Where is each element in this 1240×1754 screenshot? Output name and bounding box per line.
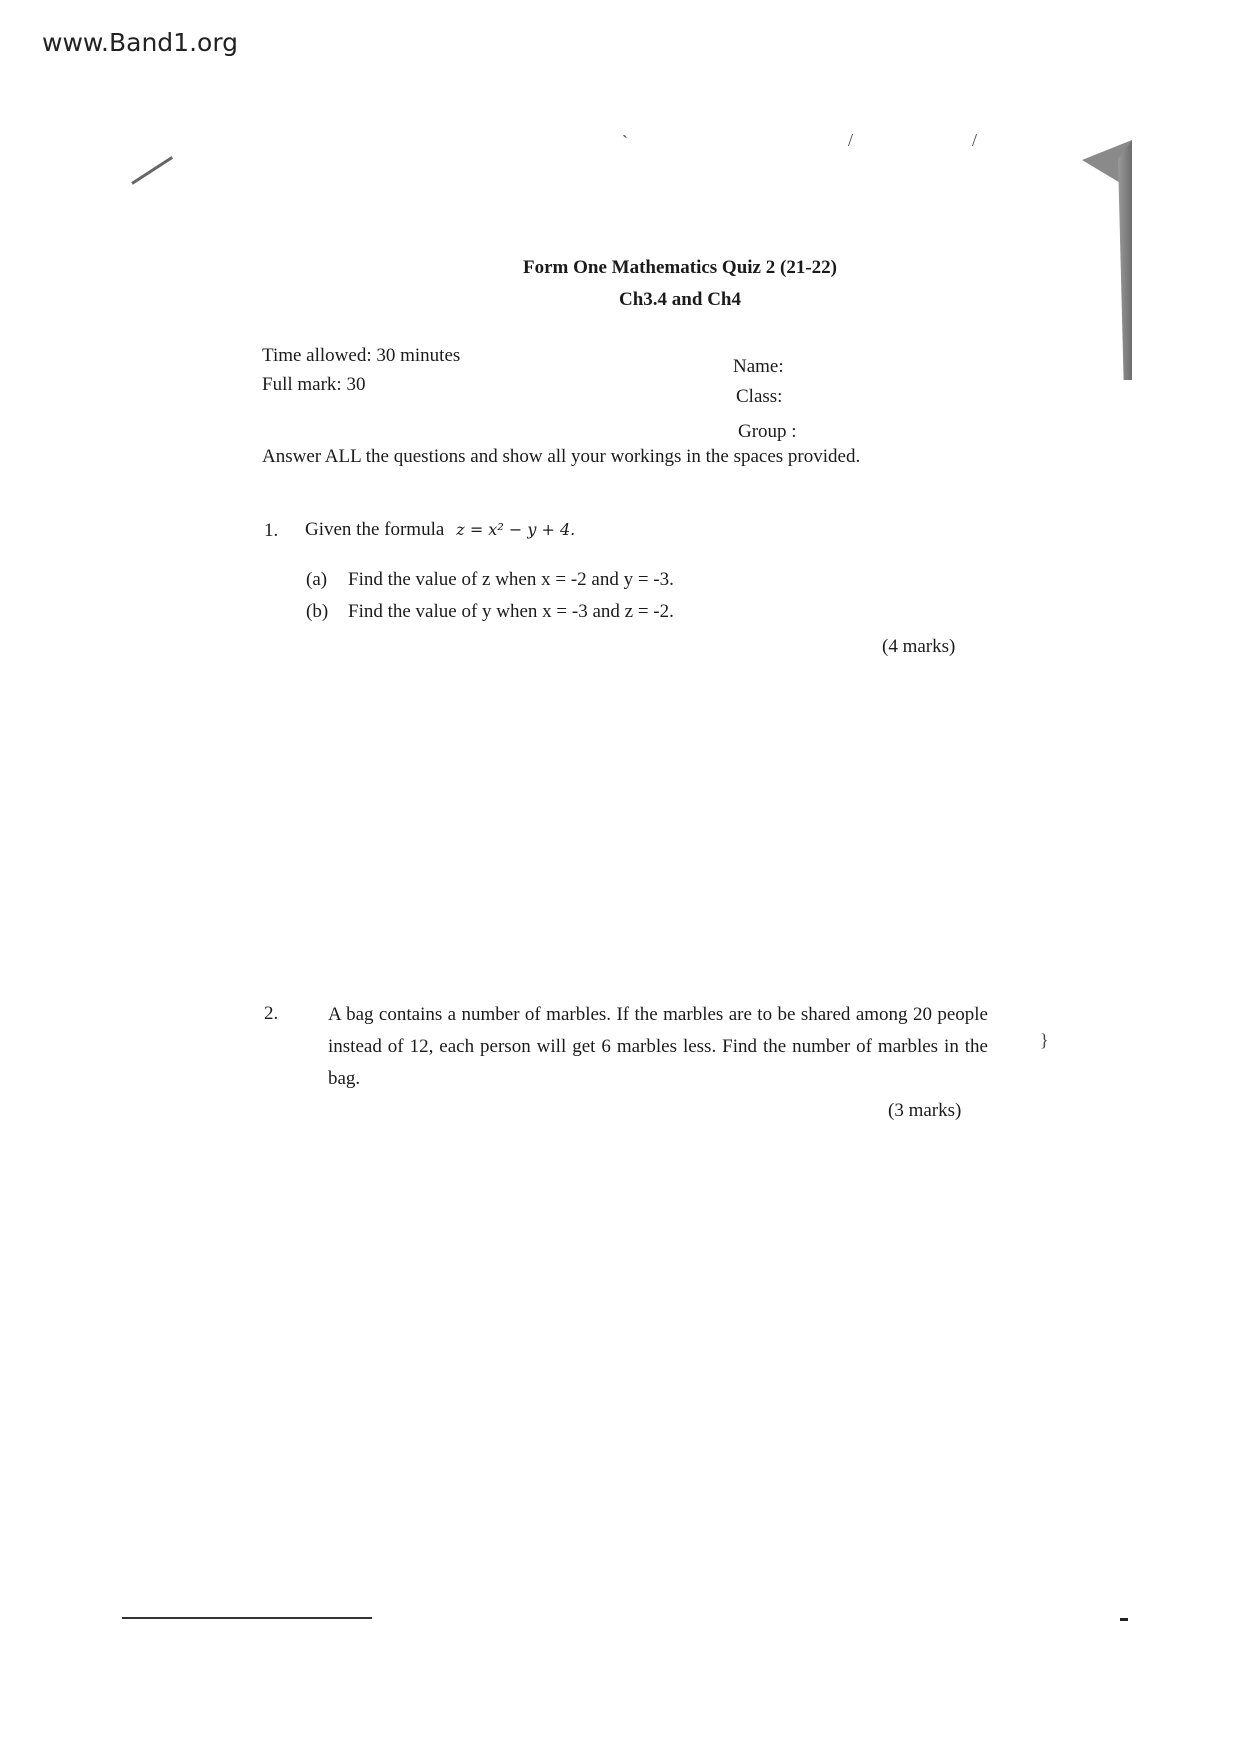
full-mark: Full mark: 30	[262, 374, 366, 395]
marks-label: (3 marks)	[888, 1100, 962, 1121]
part-text: Find the value of z when x = -2 and y = -3.	[348, 569, 674, 590]
class-label: Class:	[736, 386, 783, 407]
name-label: Name:	[733, 356, 784, 377]
pen-mark	[131, 156, 173, 185]
stray-mark: `	[622, 132, 628, 152]
quiz-title: Form One Mathematics Quiz 2 (21-22)	[523, 257, 837, 278]
stray-mark: /	[972, 130, 978, 150]
scan-edge-tick	[1120, 1618, 1128, 1621]
question-number: 2.	[264, 1003, 279, 1024]
question-intro	[305, 514, 575, 546]
part-text: Find the value of y when x = -3 and z = -2.	[348, 601, 674, 622]
part-label: (a)	[306, 569, 328, 590]
instructions: Answer ALL the questions and show all your workings in the spaces provided.	[262, 446, 861, 467]
time-allowed: Time allowed: 30 minutes	[262, 345, 461, 366]
stray-mark: }	[1040, 1030, 1049, 1050]
part-label: (b)	[306, 601, 329, 622]
question-number: 1.	[264, 520, 279, 541]
watermark-url: www.Band1.org	[42, 28, 239, 57]
formula: z = x² − y + 4.	[456, 520, 576, 539]
stray-mark: /	[848, 130, 854, 150]
scan-edge-line	[122, 1617, 372, 1619]
question-intro-text: Given the formula	[305, 519, 445, 540]
question-text: A bag contains a number of marbles. If the marbles are to be shared among 20 people instead of 12, each person will get 6 marbles less. Find the number of marbles in the bag.	[328, 1004, 988, 1089]
marks-label: (4 marks)	[882, 636, 956, 657]
group-label: Group :	[738, 421, 797, 442]
quiz-subtitle: Ch3.4 and Ch4	[619, 289, 741, 310]
